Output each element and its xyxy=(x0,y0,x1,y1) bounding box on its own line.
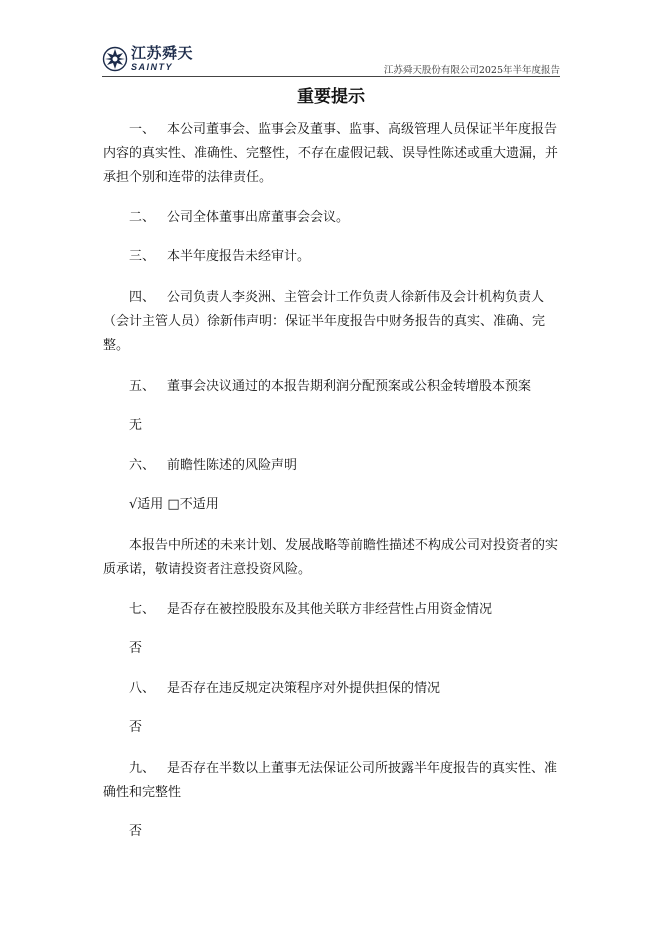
notice-answer-5: 无 xyxy=(129,418,143,433)
notice-item-8: 八、 是否存在违反规定决策程序对外提供担保的情况 xyxy=(129,681,441,696)
notice-answer-8: 否 xyxy=(129,720,143,735)
notice-item-5: 五、 董事会决议通过的本报告期利润分配预案或公积金转增股本预案 xyxy=(129,379,532,394)
notice-item-6: 六、 前瞻性陈述的风险声明 xyxy=(129,458,298,473)
header-divider xyxy=(102,76,560,77)
company-logo xyxy=(102,44,193,74)
notice-answer-7: 否 xyxy=(129,641,143,656)
notice-item-9: 九、 是否存在半数以上董事无法保证公司所披露半年度报告的真实性、准确性和完整性 xyxy=(103,761,558,800)
page-title: 重要提示 xyxy=(297,87,365,107)
logo-emblem-icon xyxy=(102,46,128,72)
report-header-title: 江苏舜天股份有限公司2025年半年度报告 xyxy=(383,65,560,76)
notice-item-1: 一、 本公司董事会、监事会及董事、监事、高级管理人员保证半年度报告内容的真实性、准确性、完整性，不存在虚假记载、误导性陈述或重大遗漏，并承担个别和连带的法律责任。 xyxy=(103,122,559,185)
notice-item-2: 二、 公司全体董事出席董事会会议。 xyxy=(129,210,350,225)
notice-answer-9: 否 xyxy=(129,824,143,839)
page-header xyxy=(102,44,560,78)
notice-item-4: 四、 公司负责人李炎洲、主管会计工作负责人徐新伟及会计机构负责人（会计主管人员）徐新伟声明：保证半年度报告中财务报告的真实、准确、完整。 xyxy=(103,290,546,353)
notice-item-3: 三、 本半年度报告未经审计。 xyxy=(129,249,311,264)
notice-item-7: 七、 是否存在被控股股东及其他关联方非经营性占用资金情况 xyxy=(129,602,493,617)
logo-english-name: SAINTY xyxy=(131,62,174,72)
logo-chinese-name: 江苏舜天 xyxy=(131,44,194,62)
forward-looking-statement: 本报告中所述的未来计划、发展战略等前瞻性描述不构成公司对投资者的实质承诺，敬请投资者注意投资风险。 xyxy=(103,538,559,577)
applicability-checkbox-line: √适用 □不适用 xyxy=(129,497,219,512)
